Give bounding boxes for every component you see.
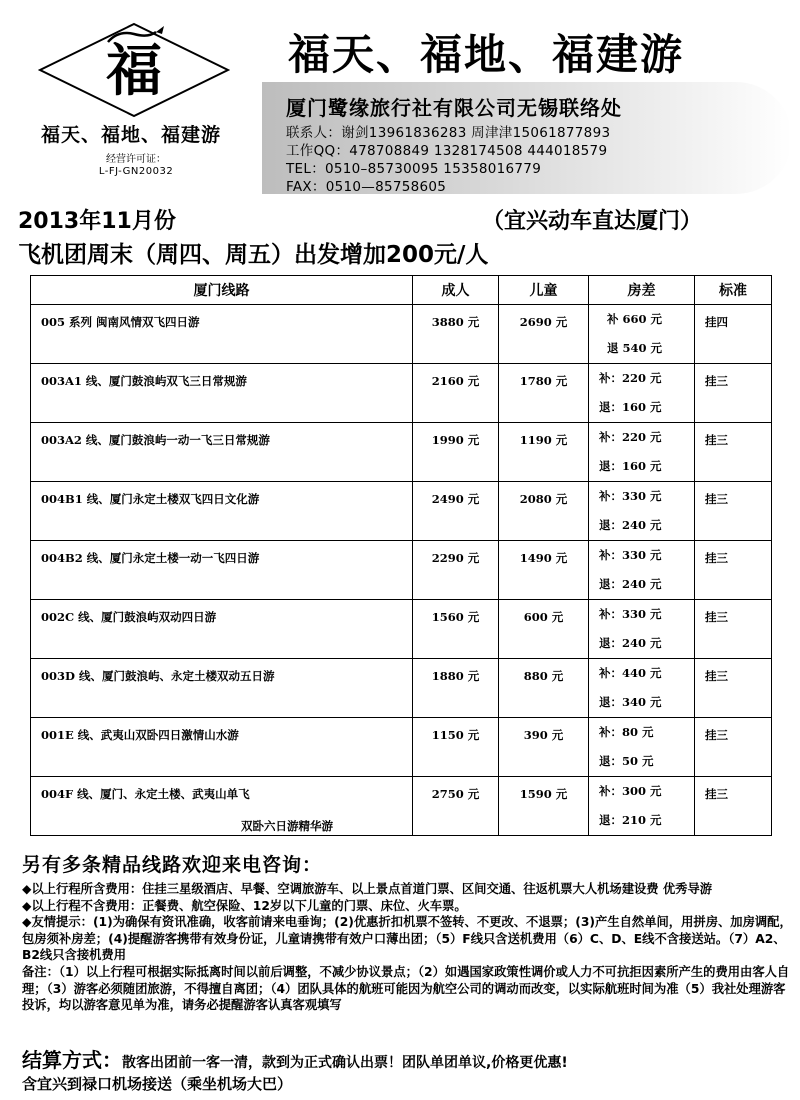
child-price: 1490 元: [499, 541, 589, 600]
route-name: 003A2 线、厦门鼓浪屿一动一飞三日常规游: [31, 423, 413, 482]
adult-price: 3880 元: [413, 305, 499, 364]
contact-tel: TEL：0510–85730095 15358016779: [286, 161, 542, 177]
route-name: 003A1 线、厦门鼓浪屿双飞三日常规游: [31, 364, 413, 423]
hotel-standard: 挂三: [695, 718, 772, 777]
table-row: [31, 718, 772, 777]
room-refund: 退：210 元: [599, 813, 662, 827]
notes-section: [22, 881, 792, 1014]
room-refund: 退 540 元: [607, 341, 663, 355]
remarks: 备注：（1）以上行程可根据实际抵离时间以前后调整，不减少协议景点；（2）如遇国家政策性调价或人力不可抗拒因素所产生的费用由客人自理；（3）游客必须随团旅游，不得擅自离团；（4）团队具体的航班可能因为航空公司的调动而改变，以实际航班时间为准（5）我社处理游客投诉，均以游客意见单为准，请务必提醒游客认真客观填写: [22, 964, 790, 1013]
table-row: [31, 305, 772, 364]
room-refund: 退：340 元: [599, 695, 662, 709]
contact-qq: 工作QQ：478708849 1328174508 444018579: [286, 143, 608, 159]
child-price: 390 元: [499, 718, 589, 777]
hotel-standard: 挂三: [695, 364, 772, 423]
room-supplement: 补：330 元: [599, 607, 662, 621]
room-refund: 退：160 元: [599, 400, 662, 414]
room-refund: 退：240 元: [599, 577, 662, 591]
adult-price: 1880 元: [413, 659, 499, 718]
agency-name: 厦门鹭缘旅行社有限公司无锡联络处: [286, 96, 622, 120]
adult-price: 1560 元: [413, 600, 499, 659]
table-row: [31, 482, 772, 541]
room-diff: [589, 364, 695, 423]
room-diff: [589, 777, 695, 836]
route-name-line1: 004F 线、厦门、永定土楼、武夷山单飞: [41, 787, 250, 801]
header-route: 厦门线路: [31, 276, 413, 305]
header-standard: 标准: [695, 276, 772, 305]
room-diff: [589, 659, 695, 718]
room-supplement: 补：300 元: [599, 784, 662, 798]
promo-train: （宜兴动车直达厦门）: [482, 209, 703, 234]
room-supplement: 补：330 元: [599, 489, 662, 503]
room-supplement: 补 660 元: [607, 312, 663, 326]
table-row: [31, 423, 772, 482]
hotel-standard: 挂四: [695, 305, 772, 364]
page-title: 福天、福地、福建游: [288, 30, 685, 79]
hotel-standard: 挂三: [695, 777, 772, 836]
room-diff: [589, 541, 695, 600]
room-diff: [589, 423, 695, 482]
promo-date: 2013年11月份: [18, 209, 176, 234]
route-name: 001E 线、武夷山双卧四日激情山水游: [31, 718, 413, 777]
room-supplement: 补：330 元: [599, 548, 662, 562]
hotel-standard: 挂三: [695, 659, 772, 718]
table-header-row: [31, 276, 772, 305]
room-supplement: 补：220 元: [599, 430, 662, 444]
table-row: [31, 659, 772, 718]
route-name: 005 系列 闽南风情双飞四日游: [31, 305, 413, 364]
room-refund: 退：240 元: [599, 636, 662, 650]
adult-price: 1990 元: [413, 423, 499, 482]
room-diff: [589, 482, 695, 541]
child-price: 1190 元: [499, 423, 589, 482]
room-diff: [589, 305, 695, 364]
adult-price: 2160 元: [413, 364, 499, 423]
excluded-fees: ◆以上行程不含费用：正餐费、航空保险、12岁以下儿童的门票、床位、火车票。: [22, 898, 467, 913]
route-name: 004B2 线、厦门永定土楼一动一飞四日游: [31, 541, 413, 600]
route-name: [31, 777, 413, 836]
table-row: [31, 777, 772, 836]
contact-fax: FAX：0510—85758605: [286, 179, 447, 195]
route-name: 004B1 线、厦门永定土楼双飞四日文化游: [31, 482, 413, 541]
hotel-standard: 挂三: [695, 423, 772, 482]
header-room-diff: 房差: [589, 276, 695, 305]
room-supplement: 补：80 元: [599, 725, 654, 739]
child-price: 2690 元: [499, 305, 589, 364]
promo-surcharge: 飞机团周末（周四、周五）出发增加200元/人: [18, 242, 489, 268]
hotel-standard: 挂三: [695, 600, 772, 659]
routes-table: [30, 275, 772, 836]
settlement: [22, 1044, 568, 1073]
adult-price: 1150 元: [413, 718, 499, 777]
logo-slogan: 福天、福地、福建游: [40, 124, 221, 146]
contact-persons: 联系人：谢剑13961836283 周津津15061877893: [286, 125, 611, 141]
child-price: 880 元: [499, 659, 589, 718]
hotel-standard: 挂三: [695, 482, 772, 541]
license-number: L-FJ-GN20032: [98, 166, 174, 177]
logo: [38, 22, 230, 118]
included-fees: ◆以上行程所含费用：住挂三星级酒店、早餐、空调旅游车、以上景点首道门票、区间交通、往返机票大人机场建设费 优秀导游: [22, 882, 713, 896]
room-diff: [589, 718, 695, 777]
header-child: 儿童: [499, 276, 589, 305]
room-refund: 退：50 元: [599, 754, 654, 768]
child-price: 600 元: [499, 600, 589, 659]
route-name: 002C 线、厦门鼓浪屿双动四日游: [31, 600, 413, 659]
room-supplement: 补：220 元: [599, 371, 662, 385]
table-row: [31, 364, 772, 423]
hotel-standard: 挂三: [695, 541, 772, 600]
child-price: 1590 元: [499, 777, 589, 836]
settlement-label: 结算方式：: [22, 1048, 122, 1072]
header-adult: 成人: [413, 276, 499, 305]
room-supplement: 补：440 元: [599, 666, 662, 680]
adult-price: 2290 元: [413, 541, 499, 600]
more-routes-title: 另有多条精品线路欢迎来电咨询：: [22, 854, 323, 876]
child-price: 2080 元: [499, 482, 589, 541]
room-refund: 退：160 元: [599, 459, 662, 473]
friendly-tips: ◆友情提示：(1)为确保有资讯准确，收客前请来电垂询；(2)优惠折扣机票不签转、不更改、不退票；(3)产生自然单间，用拼房、加房调配，包房须补房差；(4)提醒游客携带有效身份证，儿童请携带有效户口薄出团；（5）F线只含送机费用（6）C、D、E线不含接送站。（7）A2、B2线只含接机费用: [22, 915, 792, 963]
room-refund: 退：240 元: [599, 518, 662, 532]
license-label: 经营许可证：: [106, 154, 166, 165]
room-diff: [589, 600, 695, 659]
adult-price: 2750 元: [413, 777, 499, 836]
settlement-text: 散客出团前一客一清，款到为正式确认出票！团队单团单议,价格更优惠!: [122, 1055, 568, 1071]
child-price: 1780 元: [499, 364, 589, 423]
route-name: 003D 线、厦门鼓浪屿、永定土楼双动五日游: [31, 659, 413, 718]
adult-price: 2490 元: [413, 482, 499, 541]
route-name-line2: 双卧六日游精华游: [241, 819, 333, 833]
table-row: [31, 541, 772, 600]
table-row: [31, 600, 772, 659]
logo-fu-char: 福: [106, 38, 162, 104]
airport-transfer: 含宜兴到禄口机场接送（乘坐机场大巴）: [22, 1075, 293, 1093]
